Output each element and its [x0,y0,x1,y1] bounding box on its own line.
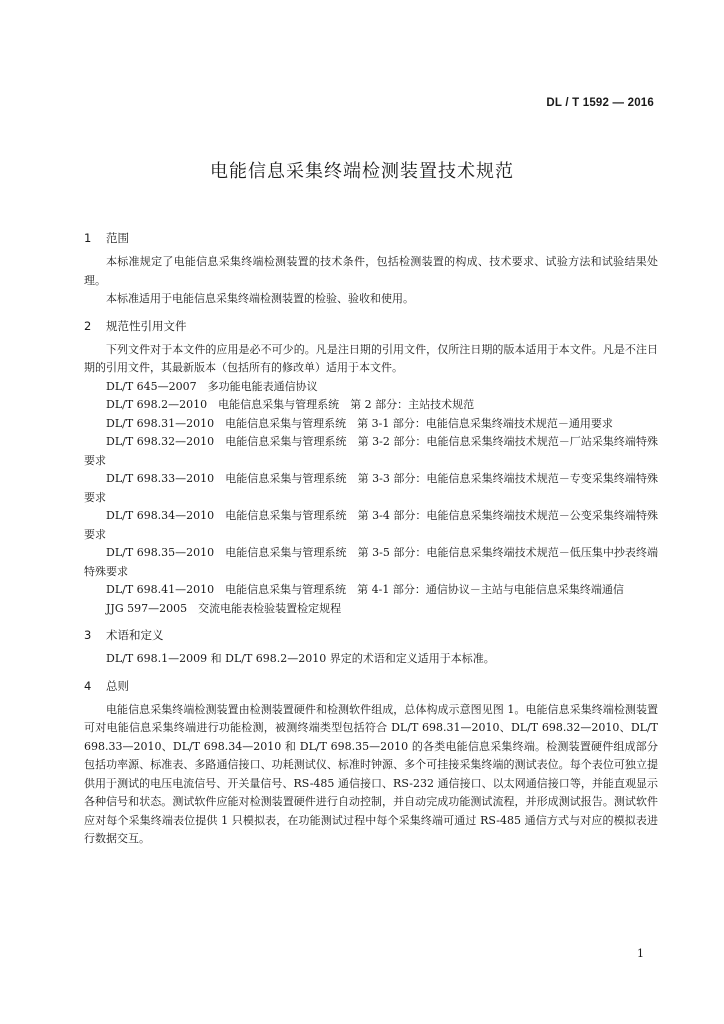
standard-code: DL / T 1592 — 2016 [546,97,654,109]
section-1-paragraph-2: 本标准适用于电能信息采集终端检测装置的检验、验收和使用。 [106,292,414,305]
reference-item: DL/T 645—2007 多功能电能表通信协议 [106,379,318,393]
section-1-paragraph-1: 本标准规定了电能信息采集终端检测装置的技术条件，包括检测装置的构成、技术要求、试验方法和试验结果处理。 [84,255,658,287]
reference-item: DL/T 698.2—2010 电能信息采集与管理系统 第 2 部分：主站技术规范 [106,398,475,411]
section-title: 术语和定义 [106,628,164,642]
reference-item: DL/T 698.41—2010 电能信息采集与管理系统 第 4-1 部分：通信协议－主站与电能信息采集终端通信 [106,583,624,596]
section-number: 4 [84,678,92,693]
reference-item: DL/T 698.34—2010 电能信息采集与管理系统 第 3-4 部分：电能信息采集终端技术规范－公变采集终端特殊要求 [84,509,658,541]
reference-item: DL/T 698.32—2010 电能信息采集与管理系统 第 3-2 部分：电能信息采集终端技术规范－厂站采集终端特殊要求 [84,435,658,467]
section-2-intro: 下列文件对于本文件的应用是必不可少的。凡是注日期的引用文件，仅所注日期的版本适用于本文件。凡是不注日期的引用文件，其最新版本（包括所有的修改单）适用于本文件。 [84,342,658,374]
document-body [84,229,658,849]
page-number: 1 [637,947,644,960]
section-number: 3 [84,628,92,642]
section-title: 范围 [106,231,129,245]
section-4-heading [84,677,658,695]
section-number: 1 [84,231,92,245]
section-3-paragraph-1: DL/T 698.1—2009 和 DL/T 698.2—2010 界定的术语和定义适用于本标准。 [106,652,495,665]
reference-item: JJG 597—2005 交流电能表检验装置检定规程 [106,601,342,615]
reference-item: DL/T 698.35—2010 电能信息采集与管理系统 第 3-5 部分：电能信息采集终端技术规范－低压集中抄表终端特殊要求 [84,546,658,578]
section-number: 2 [84,318,92,333]
reference-item: DL/T 698.33—2010 电能信息采集与管理系统 第 3-3 部分：电能信息采集终端技术规范－专变采集终端特殊要求 [84,472,658,504]
section-1-heading [84,229,658,247]
reference-item: DL/T 698.31—2010 电能信息采集与管理系统 第 3-1 部分：电能信息采集终端技术规范－通用要求 [106,416,613,430]
section-title: 总则 [106,678,129,693]
document-title: 电能信息采集终端检测装置技术规范 [210,161,514,182]
section-title: 规范性引用文件 [106,318,187,333]
section-4-paragraph-1: 电能信息采集终端检测装置由检测装置硬件和检测软件组成，总体构成示意图见图 1。电能信息采集终端检测装置可对电能信息采集终端进行功能检测，被测终端类型包括符合 DL/T 698.31—2010、DL/T 698.32—2010、DL/T 698.33—2010、DL/T 698.34—2010 和 DL/T 698.35—2010 的各类电能信息采集终端。检测装置硬件组成部分包括功率源、标准表、多路通信接口、功耗测试仪、标准时钟源、多个可挂接采集终端的测试表位。每个表位可独立提供用于测试的电压电流信号、开关量信号、RS-485 通信接口、RS-232 通信接口、以太网通信接口等，并能直观显示各种信号和状态。测试软件应能对检测装置硬件进行自动控制，并自动完成功能测试流程，并形成测试报告。测试软件应对每个采集终端表位提供 1 只模拟表，在功能测试过程中每个采集终端可通过 RS-485 通信方式与对应的模拟表进行数据交互。 [84,702,658,845]
section-3-heading [84,626,658,644]
section-2-heading [84,317,658,335]
